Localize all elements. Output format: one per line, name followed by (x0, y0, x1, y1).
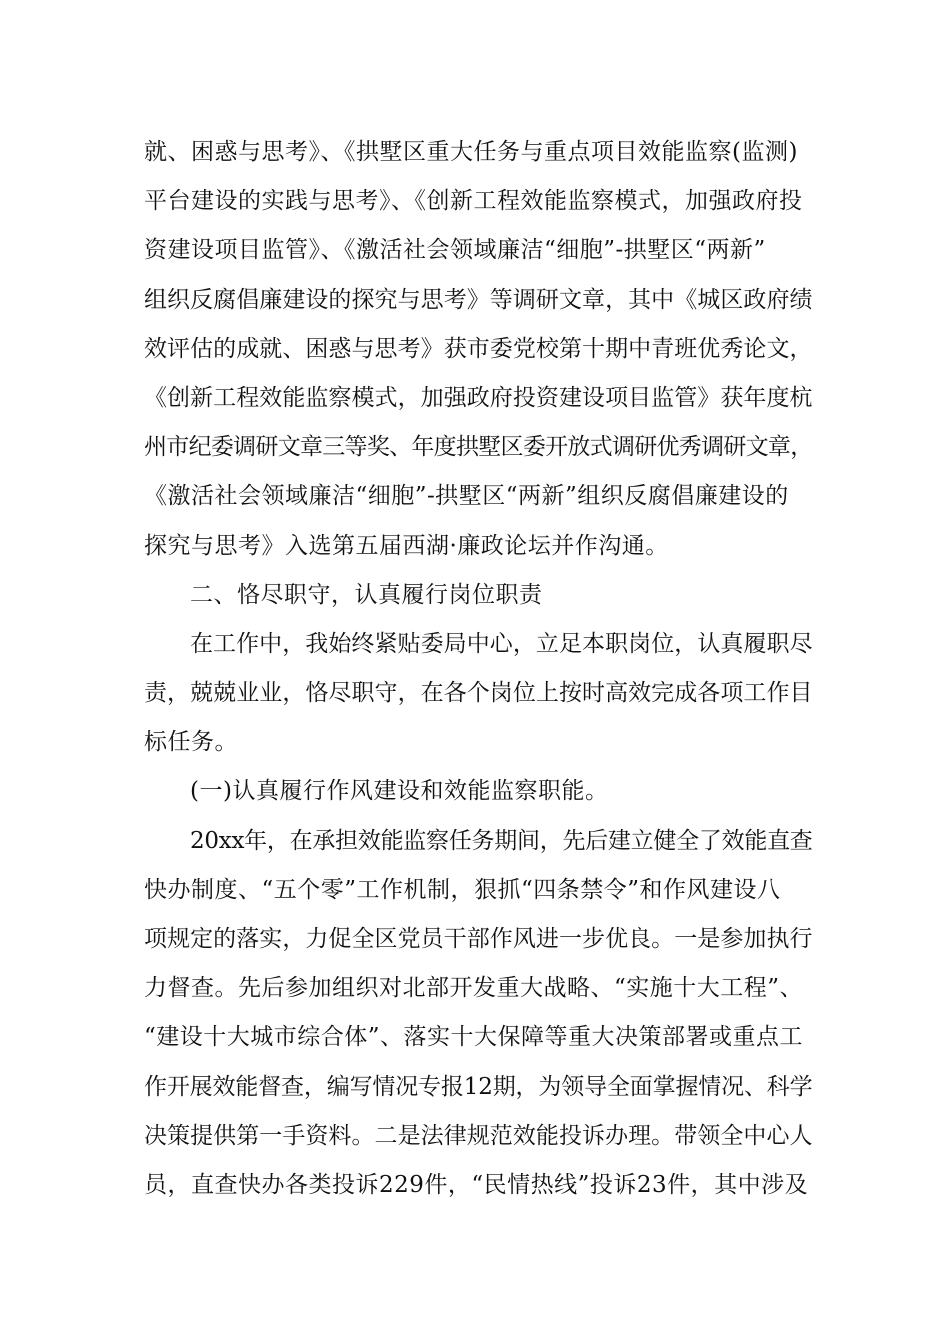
text-line: (一)认真履行作风建设和效能监察职能。 (190, 778, 609, 805)
text-line: 力督查。先后参加组织对北部开发重大战略、“实施十大工程”、 (144, 975, 804, 1002)
text-line: 二、恪尽职守，认真履行岗位职责 (190, 581, 543, 608)
text-line: “建设十大城市综合体”、落实十大保障等重大决策部署或重点工 (144, 1024, 804, 1051)
text-line: 州市纪委调研文章三等奖、年度拱墅区委开放式调研优秀调研文章， (144, 434, 813, 461)
text-line: 20xx年，在承担效能监察任务期间，先后建立健全了效能直查 (190, 827, 813, 854)
text-line: 在工作中，我始终紧贴委局中心，立足本职岗位，认真履职尽 (190, 630, 813, 657)
text-line: 资建设项目监管》、《激活社会领域廉洁“细胞”-拱墅区“两新” (144, 237, 766, 264)
text-line: 责，兢兢业业，恪尽职守，在各个岗位上按时高效完成各项工作目 (144, 680, 813, 707)
body-text (144, 128, 814, 1210)
text-line: 员，直查快办各类投诉229件，“民情热线”投诉23件，其中涉及 (144, 1171, 809, 1198)
text-line: 《激活社会领域廉洁“细胞”-拱墅区“两新”组织反腐倡廉建设的 (144, 483, 789, 510)
text-line: 组织反腐倡廉建设的探究与思考》等调研文章，其中《城区政府绩 (144, 286, 813, 313)
text-line: 平台建设的实践与思考》、《创新工程效能监察模式，加强政府投 (144, 188, 803, 215)
text-line: 项规定的落实，力促全区党员干部作风进一步优良。一是参加执行 (144, 926, 813, 952)
text-line: 标任务。 (144, 729, 238, 756)
text-line: 作开展效能督查，编写情况专报12期，为领导全面掌握情况、科学 (144, 1073, 813, 1100)
text-line: 决策提供第一手资料。二是法律规范效能投诉办理。带领全中心人 (144, 1122, 813, 1149)
text-line: 效评估的成就、困惑与思考》获市委党校第十期中青班优秀论文， (144, 335, 813, 362)
text-line: 探究与思考》入选第五届西湖·廉政论坛并作沟通。 (144, 532, 669, 559)
text-line: 快办制度、“五个零”工作机制，狠抓“四条禁令”和作风建设八 (144, 876, 781, 903)
text-line: 就、困惑与思考》、《拱墅区重大任务与重点项目效能监察(监测) (144, 139, 798, 165)
text-line: 《创新工程效能监察模式，加强政府投资建设项目监管》获年度杭 (144, 384, 813, 411)
